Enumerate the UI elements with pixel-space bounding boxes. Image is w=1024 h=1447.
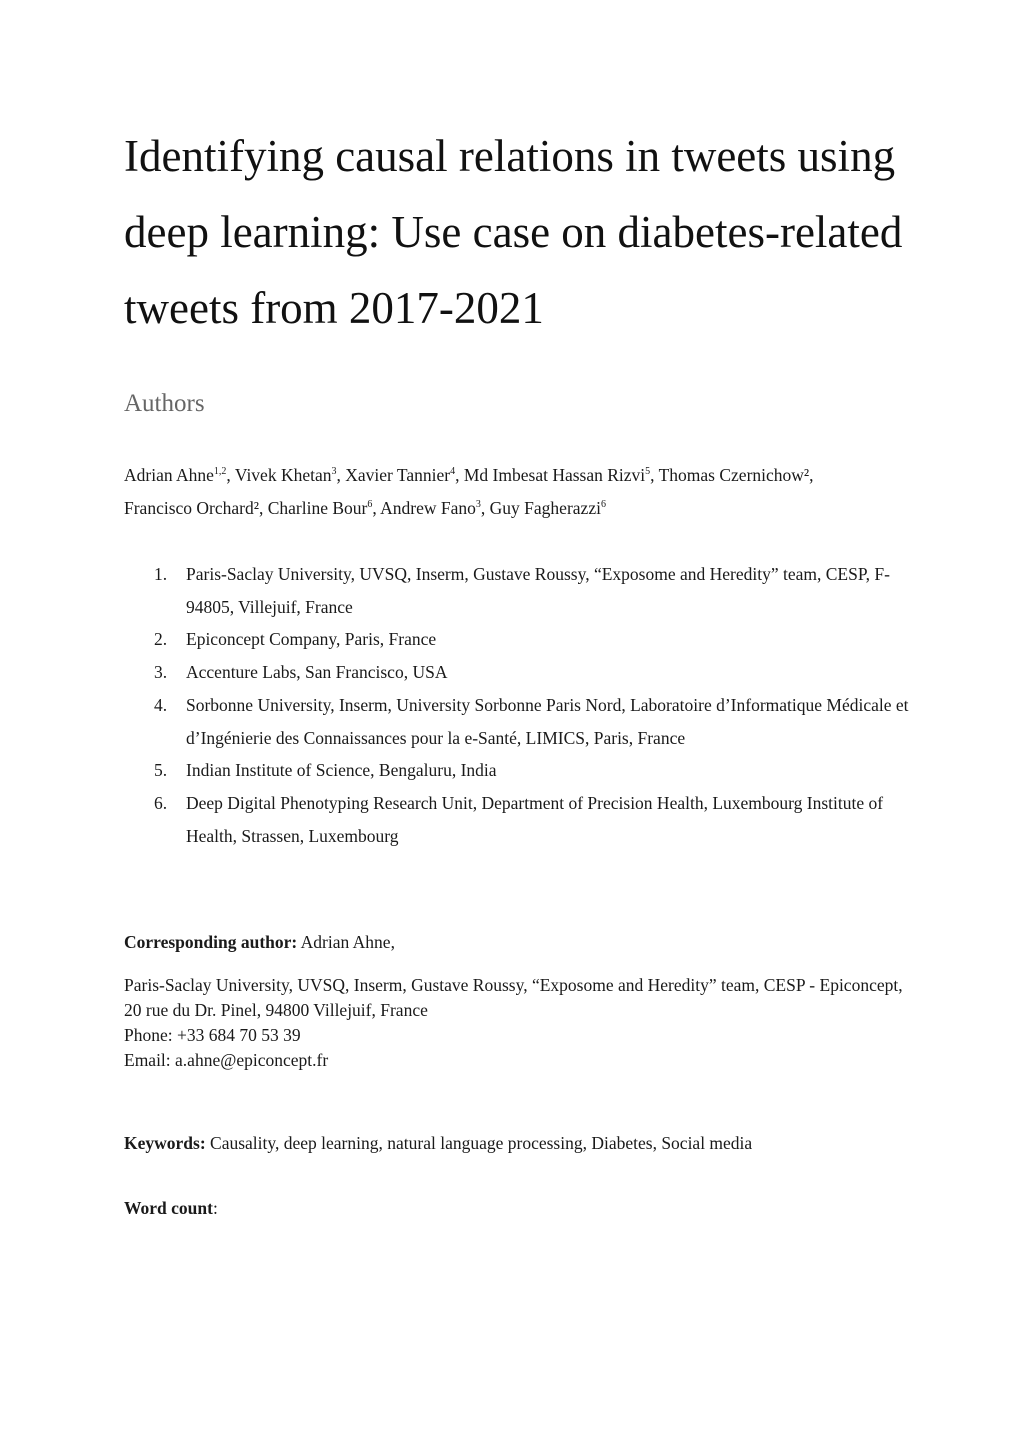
author-separator: , <box>336 465 346 485</box>
affiliation-text: Epiconcept Company, Paris, France <box>186 629 437 650</box>
affiliation-item <box>124 558 914 623</box>
author-separator: , <box>809 465 814 485</box>
author-affil-sup: 5 <box>645 466 651 478</box>
affiliation-list <box>124 558 914 852</box>
affiliation-number: 2. <box>154 629 168 650</box>
author-separator: , <box>372 498 381 518</box>
author-name: Adrian Ahne <box>124 465 214 485</box>
author-affil-sup: 3 <box>475 499 481 511</box>
affiliation-number: 1. <box>154 564 168 584</box>
author-affil-sup: 3 <box>331 466 337 478</box>
author-name: Md Imbesat Hassan Rizvi <box>463 465 646 485</box>
phone-text: Phone: +33 684 70 53 39 <box>124 1025 301 1045</box>
author-name: Guy Fagherazzi <box>489 498 601 518</box>
email-text: Email: a.ahne@epiconcept.fr <box>124 1050 329 1070</box>
affiliation-item <box>124 787 914 852</box>
affiliation-number: 4. <box>154 694 168 715</box>
author-affil-sup: 1,2 <box>213 466 227 478</box>
author-affil-sup: 6 <box>367 499 373 511</box>
affiliation-text: Sorbonne University, Inserm, University Sorbonne Paris Nord, Laboratoire d’Informatique Médicale et d’Ingénierie des Connaissances pour la e-Santé, LIMICS, Paris, France <box>186 694 909 748</box>
affiliation-item <box>124 754 914 787</box>
affiliation-number: 5. <box>154 760 168 781</box>
author-separator: , <box>258 498 268 518</box>
keywords <box>124 1129 752 1157</box>
affiliation-item <box>124 656 914 689</box>
word-count <box>124 1194 218 1222</box>
author-separator: , <box>480 498 490 518</box>
affiliation-text: Deep Digital Phenotyping Research Unit, Department of Precision Health, Luxembourg Institute of Health, Strassen, Luxembourg <box>186 792 884 846</box>
author-affil-sup: 6 <box>600 499 606 511</box>
author-name: Xavier Tannier <box>345 465 451 485</box>
affiliation-text: Accenture Labs, San Francisco, USA <box>186 662 448 683</box>
author-name: Charline Bour <box>267 498 368 518</box>
corresponding-name: Adrian Ahne, <box>297 932 395 952</box>
word-count-label: Word count <box>124 1198 213 1218</box>
author-name: Thomas Czernichow² <box>658 465 810 485</box>
keywords-label: Keywords: <box>124 1133 206 1153</box>
author-list <box>124 459 914 525</box>
affiliation-text: Paris-Saclay University, UVSQ, Inserm, Gustave Roussy, “Exposome and Heredity” team, CESP, F-94805, Villejuif, France <box>186 564 890 617</box>
affiliation-item <box>124 689 914 754</box>
author-name: Andrew Fano <box>380 498 476 518</box>
word-count-value: : <box>212 1198 218 1218</box>
affiliation-text: Indian Institute of Science, Bengaluru, India <box>186 760 497 781</box>
author-name: Francisco Orchard² <box>124 498 259 518</box>
affiliation-number: 6. <box>154 792 168 813</box>
affiliation-number: 3. <box>154 662 168 683</box>
corresponding-author <box>124 928 395 956</box>
keywords-value: Causality, deep learning, natural language processing, Diabetes, Social media <box>205 1133 753 1153</box>
paper-title: Identifying causal relations in tweets using deep learning: Use case on diabetes-related tweets from 2017-2021 <box>124 131 903 333</box>
authors-heading: Authors <box>124 390 205 417</box>
author-separator: , <box>650 465 659 485</box>
author-affil-sup: 4 <box>450 466 456 478</box>
corresponding-address <box>124 973 904 1073</box>
affiliation-item <box>124 623 914 656</box>
corresponding-label: Corresponding author: <box>124 932 298 952</box>
author-separator: , <box>226 465 235 485</box>
author-name: Vivek Khetan <box>234 465 332 485</box>
address-text: Paris-Saclay University, UVSQ, Inserm, Gustave Roussy, “Exposome and Heredity” team, CESP - Epiconcept, 20 rue du Dr. Pinel, 94800 Villejuif, France <box>124 975 903 1020</box>
author-separator: , <box>455 465 464 485</box>
